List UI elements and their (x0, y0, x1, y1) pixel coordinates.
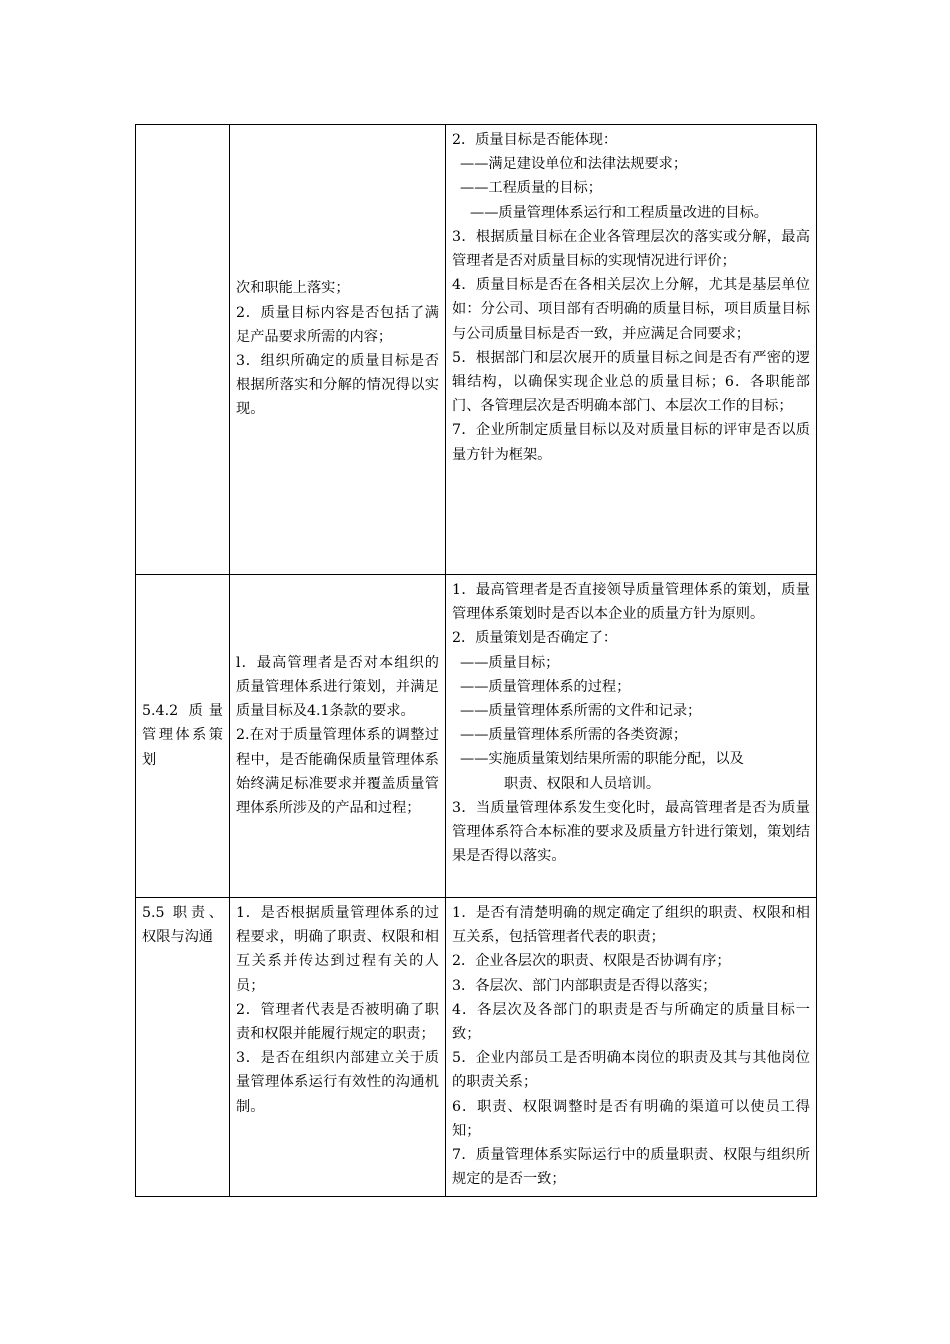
check-item: 3．当质量管理体系发生变化时，最高管理者是否为质量管理体系符合本标准的要求及质量方针进行策划，策划结果是否得以落实。 (452, 799, 810, 865)
check-item: 3．根据质量目标在企业各管理层次的落实或分解，最高管理者是否对质量目标的实现情况进行评价； (452, 228, 810, 270)
clause-cell (136, 575, 230, 898)
check-item: ——工程质量的目标； (460, 180, 602, 197)
check-item: 7．企业所制定质量目标以及对质量目标的评审是否以质量方针为框架。 (452, 422, 810, 463)
check-item: 2．质量目标是否能体现： (452, 132, 618, 148)
clause-cell (136, 125, 230, 575)
check-item: ——质量管理体系的过程； (460, 678, 631, 695)
requirement-item: 2．质量目标内容是否包括了满足产品要求所需的内容； (236, 304, 439, 345)
check-item: 6．职责、权限调整时是否有明确的渠道可以使员工得知； (452, 1098, 810, 1139)
requirement-item: 2.在对于质量管理体系的调整过程中，是否能确保质量管理体系始终满足标准要求并覆盖质量管理体系所涉及的产品和过程； (236, 727, 439, 816)
requirement-cell (230, 575, 446, 898)
table-row (136, 898, 817, 1197)
check-item: ——质量管理体系所需的文件和记录； (460, 703, 702, 720)
requirement-item: 1．是否根据质量管理体系的过程要求，明确了职责、权限和相互关系并传达到过程有关的人员； (236, 905, 439, 994)
requirement-item: 3．组织所确定的质量目标是否根据所落实和分解的情况得以实现。 (236, 353, 439, 418)
check-item: ——实施质量策划结果所需的职能分配，以及 (460, 751, 744, 768)
check-item: ——满足建设单位和法律法规要求； (460, 156, 688, 173)
requirement-cell (230, 125, 446, 575)
check-cell (446, 575, 817, 898)
check-item: 5．根据部门和层次展开的质量目标之间是否有严密的逻辑结构，以确保实现企业总的质量目标；6．各职能部门、各管理层次是否明确本部门、本层次工作的目标； (452, 349, 810, 415)
table-row (136, 125, 817, 575)
clause-cell (136, 898, 230, 1197)
requirement-item: 次和职能上落实； (236, 280, 350, 297)
check-item: 4．各层次及各部门的职责是否与所确定的质量目标一致； (452, 1001, 810, 1043)
check-item: ——质量目标； (460, 654, 560, 671)
requirement-item: l．最高管理者是否对本组织的质量管理体系进行策划，并满足质量目标及4.1条款的要求。 (236, 654, 439, 720)
table-row (136, 575, 817, 898)
check-item: 2．质量策划是否确定了： (452, 630, 618, 647)
check-item: 3．各层次、部门内部职责是否得以落实； (452, 977, 717, 994)
clause-label: 5.5 职责、权限与沟通 (142, 905, 223, 946)
audit-checklist-table (135, 124, 817, 1197)
check-item: 职责、权限和人员培训。 (504, 775, 661, 792)
requirement-cell (230, 898, 446, 1197)
check-item: 4．质量目标是否在各相关层次上分解，尤其是基层单位如：分公司、项目部有否明确的质量目标，项目质量目标与公司质量目标是否一致，并应满足合同要求； (452, 277, 810, 342)
clause-label: 5.4.2 质量管理体系策划 (142, 703, 223, 768)
check-item: 7．质量管理体系实际运行中的质量职责、权限与组织所规定的是否一致； (452, 1147, 810, 1188)
check-item: 5．企业内部员工是否明确本岗位的职责及其与其他岗位的职责关系； (452, 1050, 810, 1091)
check-item: 2．企业各层次的职责、权限是否协调有序； (452, 953, 731, 970)
check-item: ——质量管理体系运行和工程质量改进的目标。 (470, 204, 768, 221)
check-item: 1．是否有清楚明确的规定确定了组织的职责、权限和相互关系，包括管理者代表的职责； (452, 905, 810, 946)
check-cell (446, 125, 817, 575)
requirement-item: 2．管理者代表是否被明确了职责和权限并能履行规定的职责； (236, 1001, 439, 1043)
check-item: 1．最高管理者是否直接领导质量管理体系的策划，质量管理体系策划时是否以本企业的质量方针为原则。 (452, 582, 810, 623)
requirement-item: 3．是否在组织内部建立关于质量管理体系运行有效性的沟通机制。 (236, 1050, 439, 1115)
check-item: ——质量管理体系所需的各类资源； (460, 727, 688, 744)
check-cell (446, 898, 817, 1197)
